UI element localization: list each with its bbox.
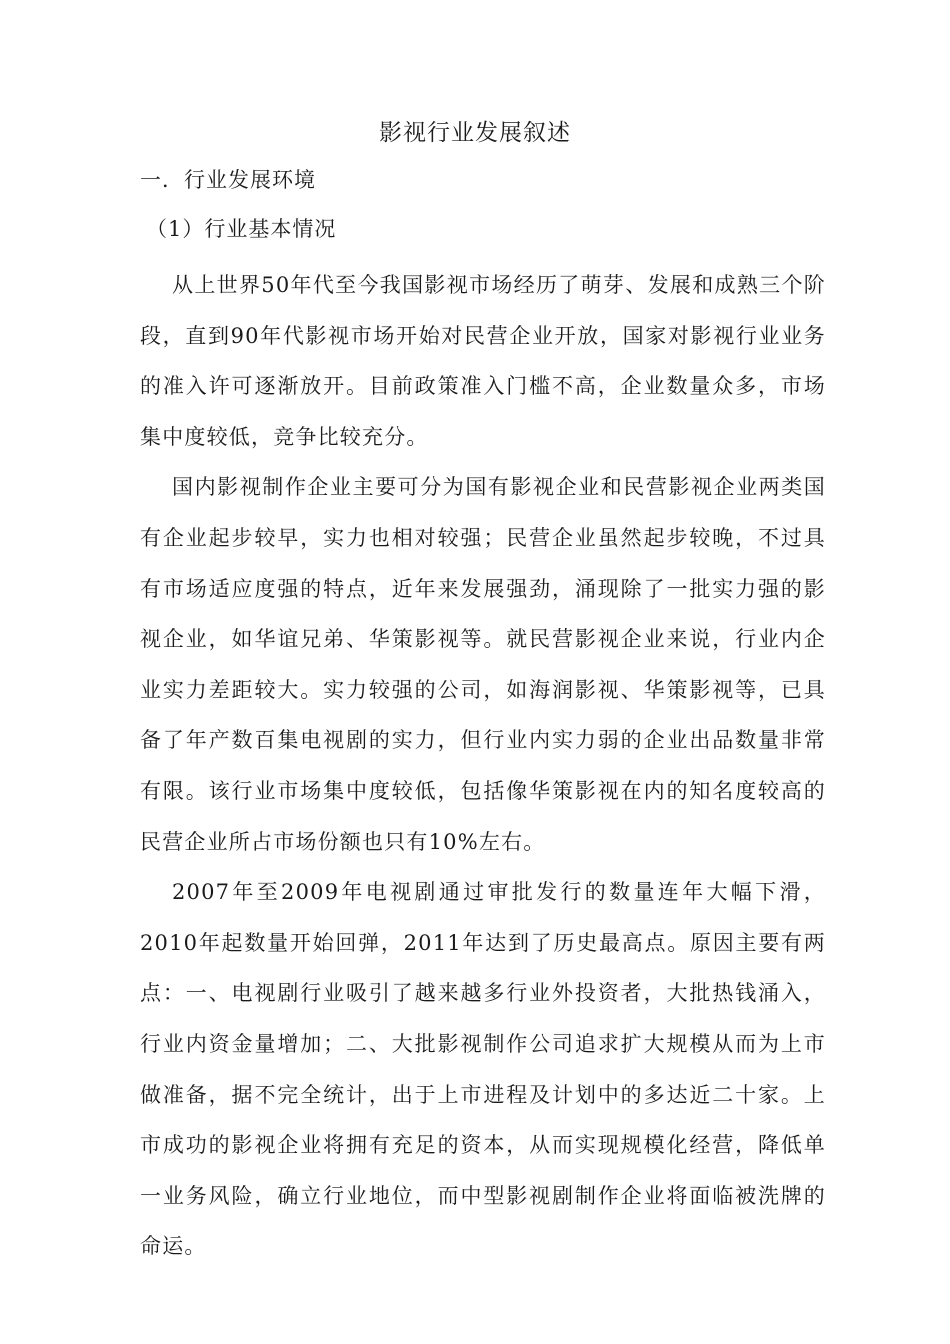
paragraph-enterprise-types: 国内影视制作企业主要可分为国有影视企业和民营影视企业两类国有企业起步较早，实力也相对较强；民营企业虽然起步较晚，不过具有市场适应度强的特点，近年来发展强劲，涌现除了一批实力强的影视企业，如华谊兄弟、华策影视等。就民营影视企业来说，行业内企业实力差距较大。实力较强的公司，如海润影视、华策影视等，已具备了年产数百集电视剧的实力，但行业内实力弱的企业出品数量非常有限。该行业市场集中度较低，包括像华策影视在内的知名度较高的民营企业所占市场份额也只有10%左右。 <box>140 475 826 854</box>
subsection-heading: （1）行业基本情况 <box>146 217 337 241</box>
document-body <box>140 260 826 1272</box>
section-heading: 一．行业发展环境 <box>140 168 316 192</box>
paragraph-market-history: 从上世界50年代至今我国影视市场经历了萌芽、发展和成熟三个阶段，直到90年代影视市场开始对民营企业开放，国家对影视行业业务的准入许可逐渐放开。目前政策准入门槛不高，企业数量众多，市场集中度较低，竞争比较充分。 <box>140 273 826 449</box>
document-title: 影视行业发展叙述 <box>379 120 571 146</box>
paragraph-tv-drama-trend: 2007年至2009年电视剧通过审批发行的数量连年大幅下滑，2010年起数量开始回弹，2011年达到了历史最高点。原因主要有两点：一、电视剧行业吸引了越来越多行业外投资者，大批热钱涌入，行业内资金量增加；二、大批影视制作公司追求扩大规模从而为上市做准备，据不完全统计，出于上市进程及计划中的多达近二十家。上市成功的影视企业将拥有充足的资本，从而实现规模化经营，降低单一业务风险，确立行业地位，而中型影视剧制作企业将面临被洗牌的命运。 <box>140 880 826 1259</box>
